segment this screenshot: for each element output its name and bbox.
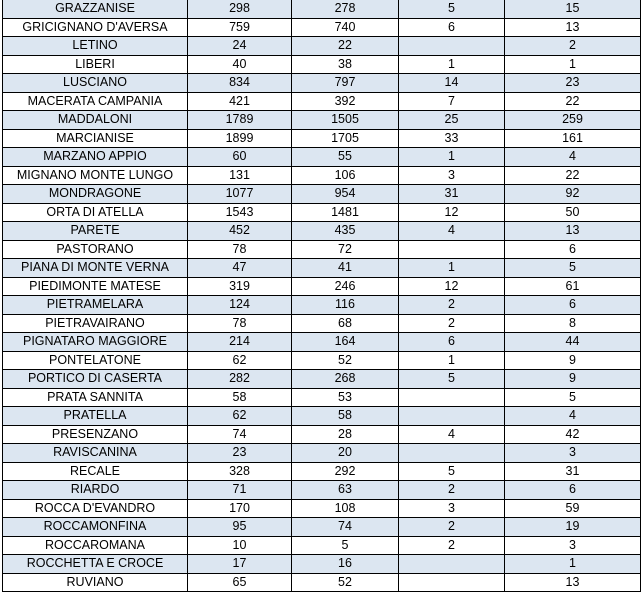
value-cell-3: 2 xyxy=(399,314,505,333)
value-cell-1: 17 xyxy=(188,555,292,574)
value-cell-4: 9 xyxy=(505,370,641,389)
value-cell-4: 22 xyxy=(505,92,641,111)
value-cell-3: 2 xyxy=(399,518,505,537)
value-cell-2: 435 xyxy=(292,222,399,241)
value-cell-4: 6 xyxy=(505,481,641,500)
value-cell-4: 161 xyxy=(505,129,641,148)
value-cell-4: 92 xyxy=(505,185,641,204)
table-row xyxy=(3,0,641,18)
table-row xyxy=(3,240,641,259)
table-row xyxy=(3,481,641,500)
value-cell-3: 25 xyxy=(399,111,505,130)
value-cell-2: 38 xyxy=(292,55,399,74)
value-cell-4: 13 xyxy=(505,222,641,241)
value-cell-2: 1481 xyxy=(292,203,399,222)
value-cell-1: 1077 xyxy=(188,185,292,204)
value-cell-1: 23 xyxy=(188,444,292,463)
table-row xyxy=(3,555,641,574)
municipality-data-table xyxy=(2,0,641,592)
value-cell-3: 1 xyxy=(399,351,505,370)
value-cell-4: 13 xyxy=(505,18,641,37)
value-cell-4: 4 xyxy=(505,148,641,167)
table-row xyxy=(3,499,641,518)
table-row xyxy=(3,277,641,296)
value-cell-3: 5 xyxy=(399,0,505,18)
value-cell-1: 1543 xyxy=(188,203,292,222)
table-row xyxy=(3,388,641,407)
value-cell-2: 58 xyxy=(292,407,399,426)
value-cell-1: 421 xyxy=(188,92,292,111)
value-cell-4: 13 xyxy=(505,573,641,592)
value-cell-3: 3 xyxy=(399,499,505,518)
value-cell-4: 6 xyxy=(505,296,641,315)
municipality-cell: PASTORANO xyxy=(3,240,188,259)
value-cell-2: 72 xyxy=(292,240,399,259)
value-cell-3 xyxy=(399,573,505,592)
value-cell-1: 1789 xyxy=(188,111,292,130)
table-row xyxy=(3,259,641,278)
value-cell-4: 19 xyxy=(505,518,641,537)
value-cell-1: 10 xyxy=(188,536,292,555)
value-cell-3: 5 xyxy=(399,370,505,389)
value-cell-1: 834 xyxy=(188,74,292,93)
table-row xyxy=(3,129,641,148)
value-cell-2: 22 xyxy=(292,37,399,56)
municipality-cell: LETINO xyxy=(3,37,188,56)
value-cell-2: 28 xyxy=(292,425,399,444)
table-row xyxy=(3,314,641,333)
table-row xyxy=(3,185,641,204)
value-cell-2: 164 xyxy=(292,333,399,352)
municipality-cell: MONDRAGONE xyxy=(3,185,188,204)
value-cell-3: 6 xyxy=(399,333,505,352)
table-row xyxy=(3,370,641,389)
value-cell-2: 53 xyxy=(292,388,399,407)
value-cell-3: 1 xyxy=(399,259,505,278)
value-cell-1: 71 xyxy=(188,481,292,500)
value-cell-4: 1 xyxy=(505,55,641,74)
table-row xyxy=(3,536,641,555)
value-cell-4: 259 xyxy=(505,111,641,130)
table-row xyxy=(3,425,641,444)
value-cell-3: 6 xyxy=(399,18,505,37)
municipality-cell: LIBERI xyxy=(3,55,188,74)
municipality-cell: PARETE xyxy=(3,222,188,241)
value-cell-3 xyxy=(399,555,505,574)
value-cell-1: 1899 xyxy=(188,129,292,148)
value-cell-1: 40 xyxy=(188,55,292,74)
value-cell-1: 170 xyxy=(188,499,292,518)
value-cell-2: 246 xyxy=(292,277,399,296)
table-row xyxy=(3,166,641,185)
table-row xyxy=(3,55,641,74)
value-cell-4: 22 xyxy=(505,166,641,185)
value-cell-3: 2 xyxy=(399,536,505,555)
value-cell-1: 95 xyxy=(188,518,292,537)
table-row xyxy=(3,444,641,463)
value-cell-2: 1505 xyxy=(292,111,399,130)
value-cell-3: 12 xyxy=(399,203,505,222)
value-cell-2: 52 xyxy=(292,351,399,370)
value-cell-4: 50 xyxy=(505,203,641,222)
value-cell-3 xyxy=(399,240,505,259)
value-cell-2: 63 xyxy=(292,481,399,500)
value-cell-3: 2 xyxy=(399,296,505,315)
municipality-cell: PIGNATARO MAGGIORE xyxy=(3,333,188,352)
value-cell-4: 5 xyxy=(505,388,641,407)
value-cell-1: 78 xyxy=(188,240,292,259)
municipality-cell: PRATA SANNITA xyxy=(3,388,188,407)
value-cell-2: 74 xyxy=(292,518,399,537)
table-row xyxy=(3,74,641,93)
value-cell-2: 954 xyxy=(292,185,399,204)
value-cell-4: 61 xyxy=(505,277,641,296)
value-cell-1: 214 xyxy=(188,333,292,352)
table-row xyxy=(3,407,641,426)
value-cell-2: 116 xyxy=(292,296,399,315)
municipality-cell: PIEDIMONTE MATESE xyxy=(3,277,188,296)
value-cell-1: 74 xyxy=(188,425,292,444)
value-cell-2: 106 xyxy=(292,166,399,185)
table-row xyxy=(3,18,641,37)
table-body xyxy=(3,0,641,592)
value-cell-2: 5 xyxy=(292,536,399,555)
table-row xyxy=(3,296,641,315)
value-cell-4: 42 xyxy=(505,425,641,444)
value-cell-1: 65 xyxy=(188,573,292,592)
value-cell-1: 298 xyxy=(188,0,292,18)
municipality-cell: ORTA DI ATELLA xyxy=(3,203,188,222)
table-row xyxy=(3,111,641,130)
value-cell-3: 2 xyxy=(399,481,505,500)
municipality-cell: MADDALONI xyxy=(3,111,188,130)
municipality-cell: MARCIANISE xyxy=(3,129,188,148)
value-cell-3: 31 xyxy=(399,185,505,204)
value-cell-1: 131 xyxy=(188,166,292,185)
value-cell-2: 278 xyxy=(292,0,399,18)
municipality-cell: ROCCAMONFINA xyxy=(3,518,188,537)
value-cell-3: 7 xyxy=(399,92,505,111)
value-cell-3: 4 xyxy=(399,425,505,444)
value-cell-4: 4 xyxy=(505,407,641,426)
value-cell-1: 62 xyxy=(188,407,292,426)
value-cell-4: 9 xyxy=(505,351,641,370)
value-cell-4: 2 xyxy=(505,37,641,56)
municipality-cell: PIANA DI MONTE VERNA xyxy=(3,259,188,278)
value-cell-1: 60 xyxy=(188,148,292,167)
value-cell-1: 58 xyxy=(188,388,292,407)
value-cell-3: 1 xyxy=(399,148,505,167)
value-cell-2: 52 xyxy=(292,573,399,592)
municipality-cell: ROCCHETTA E CROCE xyxy=(3,555,188,574)
municipality-cell: RAVISCANINA xyxy=(3,444,188,463)
value-cell-3: 3 xyxy=(399,166,505,185)
table-row xyxy=(3,222,641,241)
value-cell-1: 759 xyxy=(188,18,292,37)
municipality-cell: LUSCIANO xyxy=(3,74,188,93)
table-row xyxy=(3,37,641,56)
table-row xyxy=(3,203,641,222)
value-cell-2: 20 xyxy=(292,444,399,463)
value-cell-1: 319 xyxy=(188,277,292,296)
value-cell-2: 1705 xyxy=(292,129,399,148)
value-cell-2: 797 xyxy=(292,74,399,93)
value-cell-2: 740 xyxy=(292,18,399,37)
municipality-cell: GRAZZANISE xyxy=(3,0,188,18)
value-cell-4: 1 xyxy=(505,555,641,574)
value-cell-2: 108 xyxy=(292,499,399,518)
value-cell-2: 268 xyxy=(292,370,399,389)
value-cell-3 xyxy=(399,444,505,463)
table-row xyxy=(3,518,641,537)
value-cell-4: 5 xyxy=(505,259,641,278)
value-cell-1: 24 xyxy=(188,37,292,56)
value-cell-4: 3 xyxy=(505,536,641,555)
table-row xyxy=(3,333,641,352)
municipality-cell: PRATELLA xyxy=(3,407,188,426)
value-cell-2: 68 xyxy=(292,314,399,333)
municipality-cell: PORTICO DI CASERTA xyxy=(3,370,188,389)
value-cell-3 xyxy=(399,37,505,56)
value-cell-4: 59 xyxy=(505,499,641,518)
table-row xyxy=(3,573,641,592)
municipality-cell: RUVIANO xyxy=(3,573,188,592)
table-row xyxy=(3,351,641,370)
value-cell-2: 41 xyxy=(292,259,399,278)
value-cell-4: 23 xyxy=(505,74,641,93)
municipality-cell: RECALE xyxy=(3,462,188,481)
value-cell-2: 292 xyxy=(292,462,399,481)
value-cell-1: 452 xyxy=(188,222,292,241)
municipality-cell: PONTELATONE xyxy=(3,351,188,370)
value-cell-4: 8 xyxy=(505,314,641,333)
value-cell-1: 328 xyxy=(188,462,292,481)
municipality-cell: GRICIGNANO D'AVERSA xyxy=(3,18,188,37)
value-cell-2: 55 xyxy=(292,148,399,167)
value-cell-1: 62 xyxy=(188,351,292,370)
municipality-cell: MARZANO APPIO xyxy=(3,148,188,167)
value-cell-2: 392 xyxy=(292,92,399,111)
value-cell-4: 15 xyxy=(505,0,641,18)
municipality-cell: ROCCA D'EVANDRO xyxy=(3,499,188,518)
value-cell-3: 1 xyxy=(399,55,505,74)
table-row xyxy=(3,92,641,111)
value-cell-3 xyxy=(399,407,505,426)
value-cell-4: 6 xyxy=(505,240,641,259)
value-cell-4: 3 xyxy=(505,444,641,463)
value-cell-3: 14 xyxy=(399,74,505,93)
municipality-cell: PIETRAVAIRANO xyxy=(3,314,188,333)
value-cell-1: 78 xyxy=(188,314,292,333)
value-cell-3: 33 xyxy=(399,129,505,148)
value-cell-3: 12 xyxy=(399,277,505,296)
value-cell-1: 124 xyxy=(188,296,292,315)
municipality-cell: MACERATA CAMPANIA xyxy=(3,92,188,111)
value-cell-1: 282 xyxy=(188,370,292,389)
value-cell-3: 5 xyxy=(399,462,505,481)
value-cell-2: 16 xyxy=(292,555,399,574)
value-cell-3: 4 xyxy=(399,222,505,241)
table-row xyxy=(3,462,641,481)
municipality-cell: MIGNANO MONTE LUNGO xyxy=(3,166,188,185)
municipality-cell: PIETRAMELARA xyxy=(3,296,188,315)
value-cell-1: 47 xyxy=(188,259,292,278)
value-cell-4: 31 xyxy=(505,462,641,481)
municipality-cell: ROCCAROMANA xyxy=(3,536,188,555)
value-cell-4: 44 xyxy=(505,333,641,352)
table-row xyxy=(3,148,641,167)
value-cell-3 xyxy=(399,388,505,407)
municipality-cell: RIARDO xyxy=(3,481,188,500)
municipality-cell: PRESENZANO xyxy=(3,425,188,444)
